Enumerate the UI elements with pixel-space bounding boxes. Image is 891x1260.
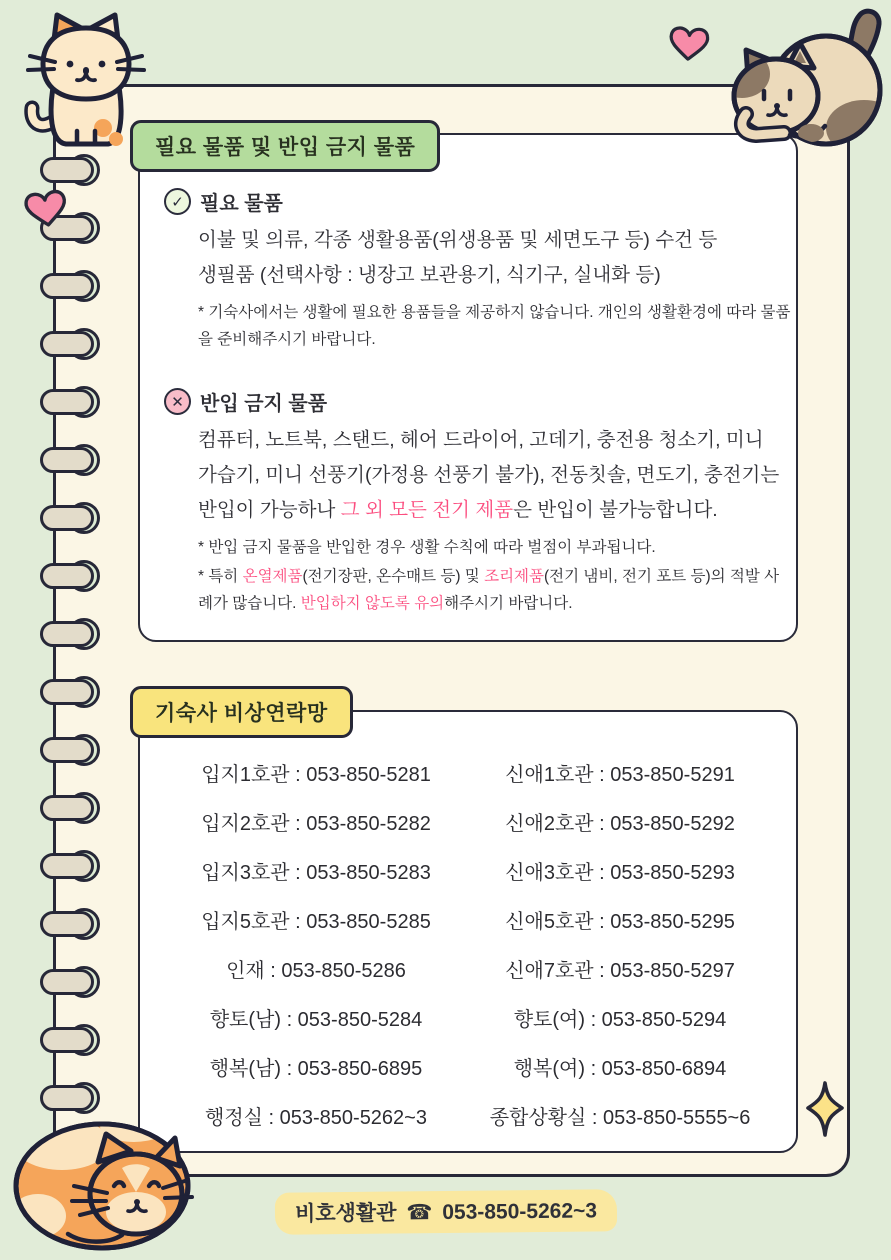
contact-cell: 향토(남) : 053-850-5284 bbox=[209, 1009, 423, 1031]
binder-ring bbox=[0, 501, 104, 535]
contact-cell: 입지2호관 : 053-850-5282 bbox=[201, 813, 431, 835]
cat-top-left-illustration bbox=[24, 6, 148, 158]
binder-ring-pill bbox=[40, 505, 94, 531]
binder-ring-pill bbox=[40, 157, 94, 183]
binder-ring-pill bbox=[40, 795, 94, 821]
binder-ring bbox=[0, 675, 104, 709]
contact-grid bbox=[164, 748, 772, 1140]
heart-icon bbox=[21, 185, 70, 231]
binder-ring-pill bbox=[40, 679, 94, 705]
binder-ring bbox=[0, 269, 104, 303]
binder-ring bbox=[0, 559, 104, 593]
binder-ring bbox=[0, 965, 104, 999]
section2-title-badge: 기숙사 비상연락망 bbox=[130, 686, 353, 738]
binder-ring-pill bbox=[40, 389, 94, 415]
contact-cell: 종합상황실 : 053-850-5555~6 bbox=[489, 1107, 751, 1129]
binder-ring-pill bbox=[40, 563, 94, 589]
binder-ring-pill bbox=[40, 1027, 94, 1053]
sparkle-icon bbox=[804, 1080, 846, 1138]
binder-ring bbox=[0, 733, 104, 767]
accent-text: 그 외 모든 전기 제품 bbox=[340, 499, 514, 521]
contact-cell: 행정실 : 053-850-5262~3 bbox=[205, 1107, 427, 1129]
prohibited-items-note1: * 반입 금지 물품을 반입한 경우 생활 수칙에 따라 벌점이 부과됩니다. bbox=[198, 539, 656, 556]
binder-ring-pill bbox=[40, 621, 94, 647]
required-items-note: * 기숙사에서는 생활에 필요한 용품들을 제공하지 않습니다. 개인의 생활환경에 따라 물품을 준비해주시기 바랍니다. bbox=[198, 304, 791, 348]
binder-ring bbox=[0, 1081, 104, 1115]
plain-text: 해주시기 바랍니다. bbox=[444, 595, 573, 612]
binder-ring bbox=[0, 385, 104, 419]
binder-ring-pill bbox=[40, 969, 94, 995]
contact-cell: 신애1호관 : 053-850-5291 bbox=[505, 764, 735, 786]
plain-text: 컴퓨터, 노트북, 스탠드, 헤어 드라이어, 고데기, 충전용 청소기, 미니 가습기, 미니 선풍기(가정용 선풍기 불가), 전동칫솔, 면도기, 충전기는 반입이 가능하나 bbox=[198, 429, 780, 521]
phone-icon: ☎ bbox=[405, 1201, 433, 1225]
binder-ring-pill bbox=[40, 447, 94, 473]
binder-ring-pill bbox=[40, 737, 94, 763]
required-items-header bbox=[164, 187, 778, 216]
binder-ring bbox=[0, 849, 104, 883]
contact-cell: 향토(여) : 053-850-5294 bbox=[513, 1009, 727, 1031]
plain-text: * 특히 bbox=[198, 568, 243, 585]
binder-ring bbox=[0, 443, 104, 477]
contact-cell: 행복(여) : 053-850-6894 bbox=[513, 1058, 727, 1080]
contact-cell: 신애3호관 : 053-850-5293 bbox=[505, 862, 735, 884]
required-items-body bbox=[198, 223, 784, 293]
contact-cell: 입지5호관 : 053-850-5285 bbox=[201, 911, 431, 933]
plain-text: (전기 냄비, 전기 포트 등)의 적발 사례가 많습니다. bbox=[198, 568, 780, 612]
binder-ring bbox=[0, 791, 104, 825]
binder-ring bbox=[0, 327, 104, 361]
required-items-line: 생필품 (선택사항 : 냉장고 보관용기, 식기구, 실내화 등) bbox=[198, 264, 661, 286]
required-items-line: 이불 및 의류, 각종 생활용품(위생용품 및 세면도구 등) 수건 등 bbox=[198, 229, 718, 251]
footer-number: 053-850-5262~3 bbox=[441, 1199, 597, 1225]
x-circle-icon: ✕ bbox=[164, 388, 191, 415]
cat-bottom-left-illustration bbox=[10, 1116, 196, 1252]
accent-text: 조리제품 bbox=[484, 568, 544, 585]
contact-cell: 인재 : 053-850-5286 bbox=[226, 960, 406, 982]
contact-cell: 신애7호관 : 053-850-5297 bbox=[505, 960, 735, 982]
binder-ring-pill bbox=[40, 911, 94, 937]
check-circle-icon: ✓ bbox=[164, 188, 191, 215]
binder-ring-pill bbox=[40, 331, 94, 357]
plain-text: (전기장판, 온수매트 등) 및 bbox=[302, 568, 485, 585]
footer-highlight bbox=[274, 1189, 616, 1235]
contact-cell: 신애2호관 : 053-850-5292 bbox=[505, 813, 735, 835]
binder-ring-pill bbox=[40, 1085, 94, 1111]
contact-cell: 신애5호관 : 053-850-5295 bbox=[505, 911, 735, 933]
accent-text: 반입하지 않도록 유의 bbox=[300, 595, 445, 612]
prohibited-items-body bbox=[198, 423, 784, 528]
binder-ring bbox=[0, 1023, 104, 1057]
cat-top-right-illustration bbox=[726, 2, 891, 150]
prohibited-items-header bbox=[164, 387, 778, 416]
contact-cell: 행복(남) : 053-850-6895 bbox=[209, 1058, 423, 1080]
items-card bbox=[138, 133, 798, 642]
binder-ring bbox=[0, 617, 104, 651]
binder-ring-pill bbox=[40, 273, 94, 299]
contact-cell: 입지3호관 : 053-850-5283 bbox=[201, 862, 431, 884]
footer-label: 비호생활관 bbox=[294, 1201, 397, 1226]
binder-ring bbox=[0, 907, 104, 941]
contacts-card bbox=[138, 710, 798, 1153]
section1-title-badge: 필요 물품 및 반입 금지 물품 bbox=[130, 120, 440, 172]
binder-ring bbox=[0, 153, 104, 187]
accent-text: 온열제품 bbox=[242, 568, 303, 585]
binder-ring-pill bbox=[40, 853, 94, 879]
plain-text: 은 반입이 불가능합니다. bbox=[513, 499, 718, 521]
required-items-title: 필요 물품 bbox=[200, 193, 283, 215]
contact-cell: 입지1호관 : 053-850-5281 bbox=[201, 764, 431, 786]
prohibited-items-title: 반입 금지 물품 bbox=[200, 393, 328, 415]
heart-icon bbox=[667, 23, 712, 64]
prohibited-items-note2 bbox=[198, 563, 794, 617]
